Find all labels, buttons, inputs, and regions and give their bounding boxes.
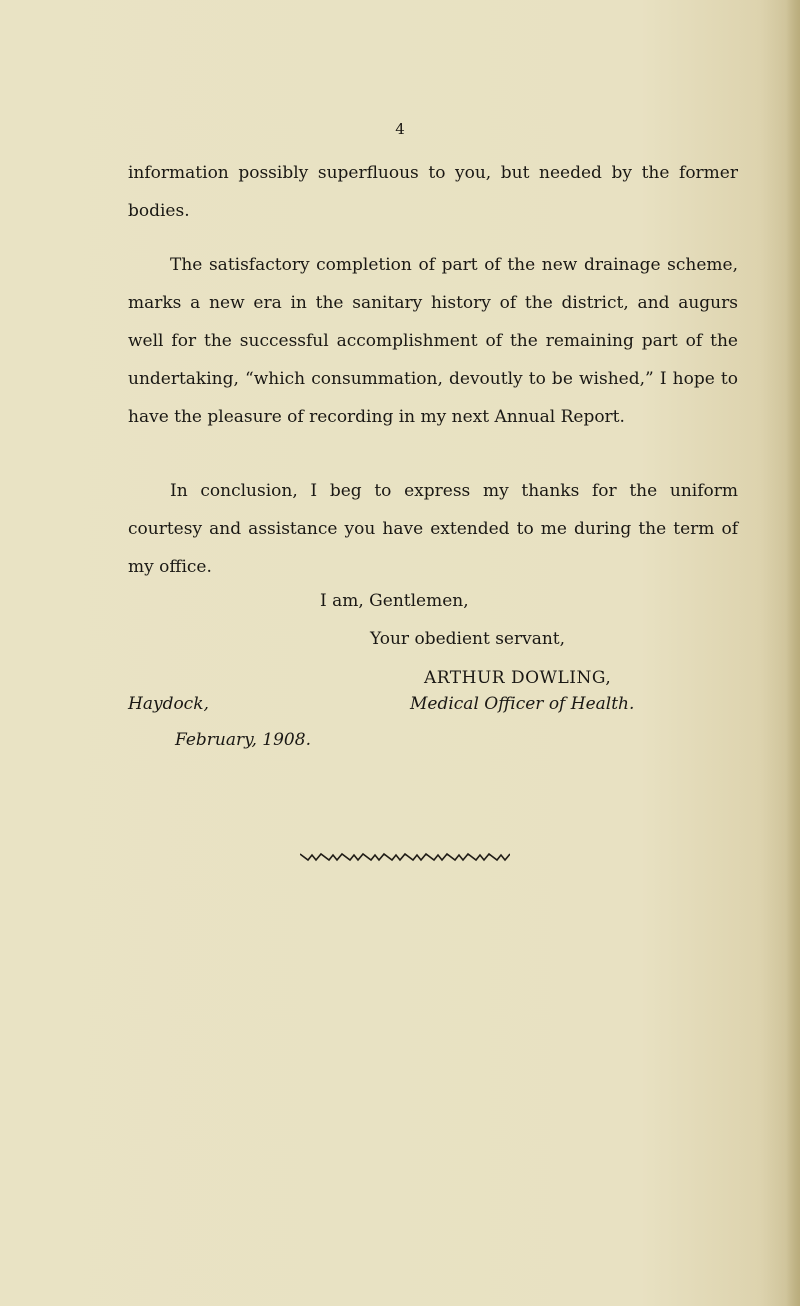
paragraph-continuation: information possibly superfluous to you, but needed by the former bodies. (128, 163, 738, 221)
place-line: Haydock, (128, 694, 209, 714)
date-line: February, 1908. (175, 730, 311, 750)
signature-title: Medical Officer of Health. (410, 694, 635, 714)
signature-name: ARTHUR DOWLING, (424, 668, 612, 688)
signature-servant: Your obedient servant, (370, 629, 566, 649)
signature-closing: I am, Gentlemen, (320, 591, 469, 611)
page-number: 4 (395, 120, 405, 138)
paragraph-drainage-scheme: The satisfactory completion of part of the new drainage scheme, marks a new era in the sanitary history of the district, and augurs well for the successful accomplishment of the remaining part of the undertaking, “which consummation, devoutly to be wished,” I hope to have the pleasure of recording in my next Annual Report. (128, 255, 738, 427)
decorative-rule-ornament (300, 852, 510, 864)
page-edge-shadow (786, 0, 800, 1306)
paragraph-conclusion: In conclusion, I beg to express my thanks for the uniform courtesy and assistance you have extended to me during the term of my office. (128, 481, 738, 577)
